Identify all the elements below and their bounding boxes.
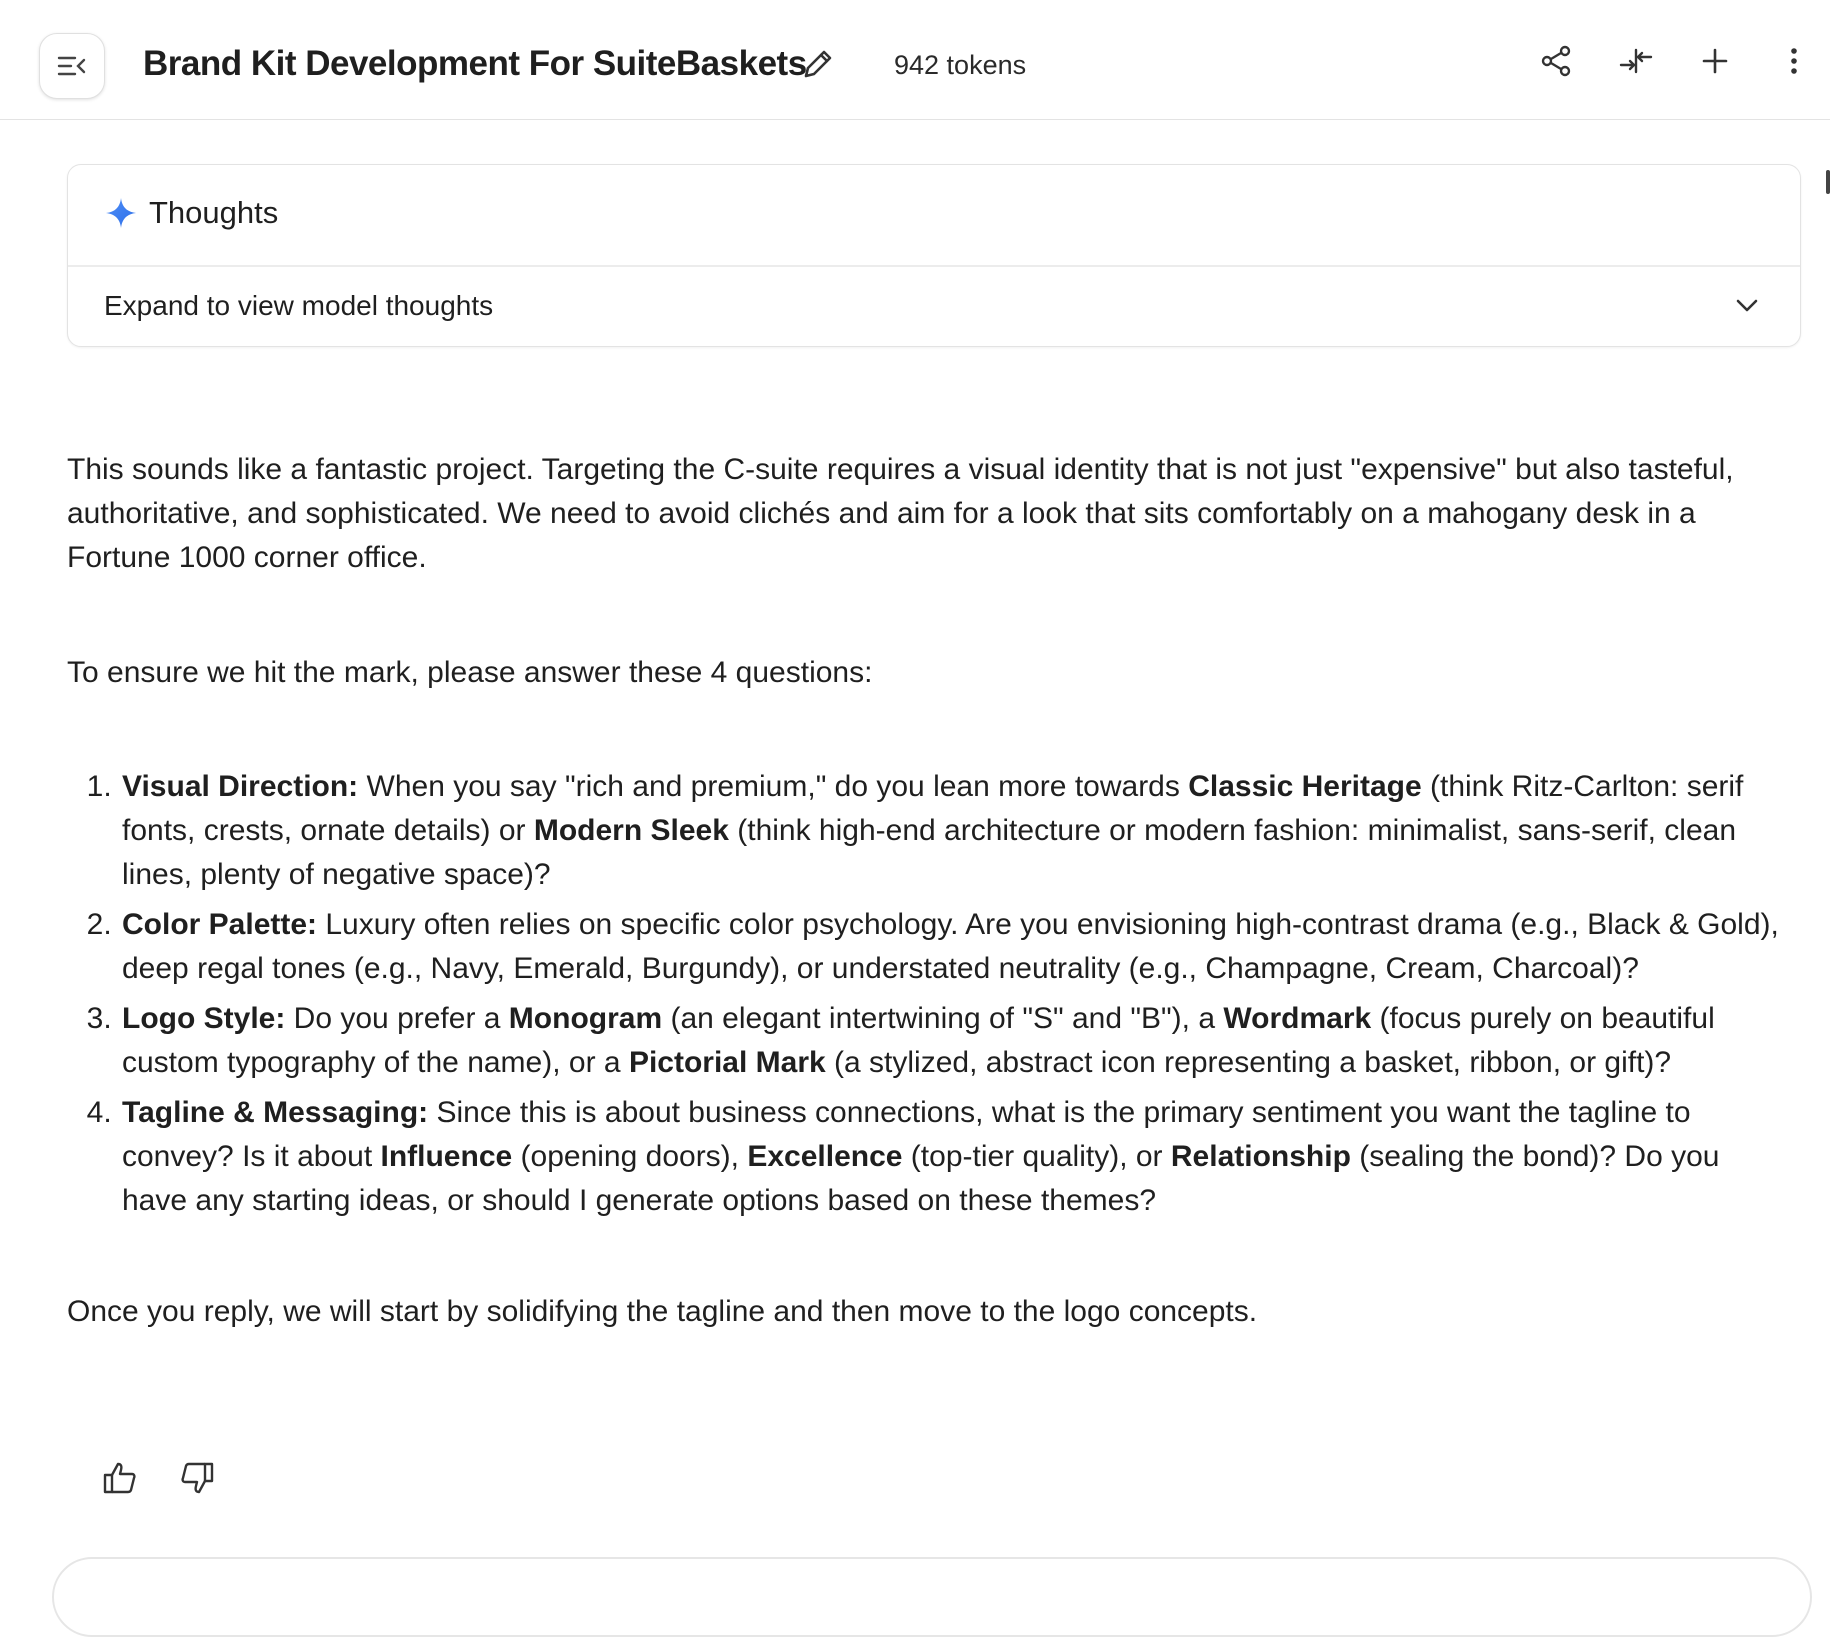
response-lead-in: To ensure we hit the mark, please answer these 4 questions: xyxy=(67,656,873,689)
top-bar xyxy=(0,0,1830,120)
question-label: Logo Style: xyxy=(122,1002,286,1035)
more-options-button[interactable] xyxy=(1777,44,1811,78)
response-intro: This sounds like a fantastic project. Targeting the C-suite requires a visual identity that is not just "expensive" but also tasteful, authoritative, and sophisticated. We need to avoid clichés and aim for a look that sits comfortably on a mahogany desk in a Fortune 1000 corner office. xyxy=(67,453,1734,574)
list-item: 2. Color Palette: Luxury often relies on specific color psychology. Are you envisioning high-contrast drama (e.g., Black & Gold), deep regal tones (e.g., Navy, Emerald, Burgundy), or understated neutrality (e.g., Champagne, Cream, Charcoal)? xyxy=(120,903,1787,991)
edit-pencil-icon xyxy=(800,48,834,82)
scrollbar-thumb[interactable] xyxy=(1826,170,1830,194)
thumbs-up-icon xyxy=(102,1460,138,1496)
share-icon xyxy=(1540,45,1572,77)
sparkle-icon xyxy=(105,197,137,229)
list-item: 1. Visual Direction: When you say "rich and premium," do you lean more towards Classic Heritage (think Ritz-Carlton: serif fonts, crests, ornate details) or Modern Sleek (think high-end architecture or modern fashion: minimalist, sans-serif, clean lines, plenty of negative space)? xyxy=(120,765,1787,897)
sidebar-toggle-button[interactable] xyxy=(39,33,105,99)
thoughts-panel xyxy=(67,164,1801,347)
conversation-title: Brand Kit Development For SuiteBaskets xyxy=(143,44,807,83)
thoughts-header xyxy=(68,165,1800,267)
question-label: Tagline & Messaging: xyxy=(122,1096,429,1129)
compare-icon xyxy=(1619,44,1653,78)
model-response xyxy=(67,448,1787,1334)
questions-list xyxy=(67,765,1787,1223)
share-button[interactable] xyxy=(1539,44,1573,78)
thoughts-title: Thoughts xyxy=(149,195,279,230)
new-chat-button[interactable] xyxy=(1698,44,1732,78)
edit-title-button[interactable] xyxy=(800,48,834,87)
expand-thoughts-toggle[interactable]: Expand to view model thoughts xyxy=(104,290,494,321)
sidebar-toggle-icon xyxy=(57,55,87,77)
list-item: 3. Logo Style: Do you prefer a Monogram (an elegant intertwining of "S" and "B"), a Wordmark (focus purely on beautiful custom typography of the name), or a Pictorial Mark (a stylized, abstract icon representing a basket, ribbon, or gift)? xyxy=(120,997,1787,1085)
more-vert-icon xyxy=(1790,47,1798,75)
thumbs-down-button[interactable] xyxy=(177,1458,217,1498)
response-closing: Once you reply, we will start by solidifying the tagline and then move to the logo concepts. xyxy=(67,1295,1258,1328)
token-count: 942 tokens xyxy=(894,50,1027,80)
thumbs-down-icon xyxy=(179,1460,215,1496)
compare-button[interactable] xyxy=(1619,44,1653,78)
chevron-down-icon[interactable] xyxy=(1734,292,1760,318)
plus-icon xyxy=(1702,48,1728,74)
question-label: Color Palette: xyxy=(122,908,318,941)
list-item: 4. Tagline & Messaging: Since this is about business connections, what is the primary sentiment you want the tagline to convey? Is it about Influence (opening doors), Excellence (top-tier quality), or Relationship (sealing the bond)? Do you have any starting ideas, or should I generate options based on these themes? xyxy=(120,1091,1787,1223)
question-label: Visual Direction: xyxy=(122,770,359,803)
thumbs-up-button[interactable] xyxy=(100,1458,140,1498)
prompt-input-box[interactable] xyxy=(52,1557,1812,1637)
